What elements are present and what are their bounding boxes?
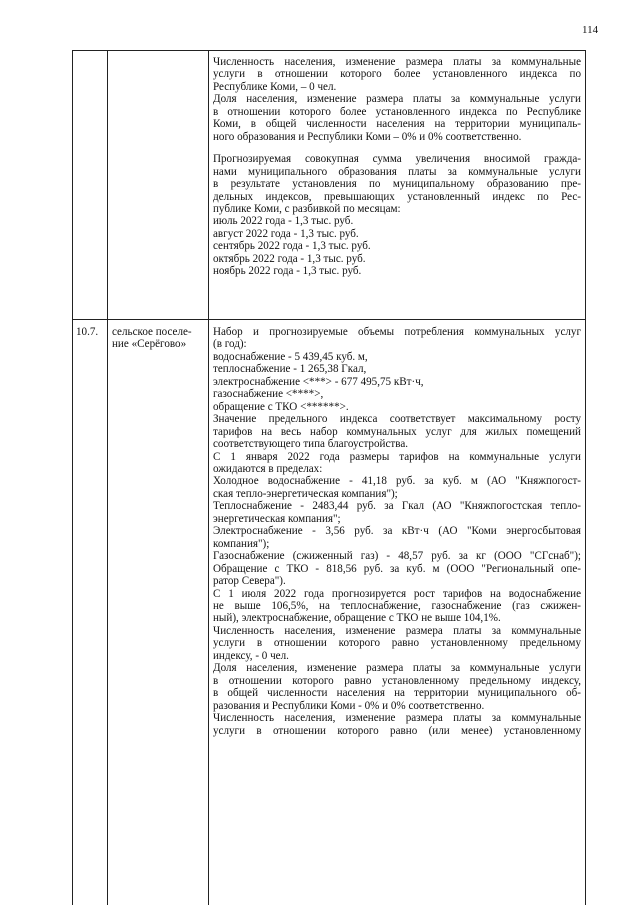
text-line: С 1 июля 2022 года прогнозируется рост тарифов на водоснабжение [213,587,581,600]
column-divider-2 [208,50,209,905]
text-line: Газоснабжение (сжиженный газ) - 48,57 руб. за кг (ООО "СГснаб"); [213,550,581,563]
municipality-name [112,326,207,351]
text-line: ратор Севера"). [213,575,286,588]
table-border-top [72,50,586,51]
text-line: Доля населения, изменение размера платы за коммунальные услуги [213,93,581,106]
text-line: Численность населения, изменение размера платы за коммунальные [213,624,581,637]
table-border-left [72,50,73,905]
text-line: водоснабжение - 5 439,45 куб. м, [213,350,368,363]
text-line: ный), электроснабжение, обращение с ТКО не выше 104,1%. [213,612,501,625]
text-line: дельных индексов, превышающих установленный индекс по Рес- [213,190,581,203]
text-line: индексу, - 0 чел. [213,649,289,662]
text-line: июль 2022 года - 1,3 тыс. руб. [213,215,354,228]
text-line: в отношении которого более установленного индекса по Республике [213,105,581,118]
text-line: (в год): [213,338,247,351]
row-main-text [213,326,581,737]
text-line: энергетическая компания"; [213,512,341,525]
text-line: Холодное водоснабжение - 41,18 руб. за куб. м (АО "Княжпогост- [213,475,581,488]
text-line: ноябрь 2022 года - 1,3 тыс. руб. [213,265,362,278]
text-line: Численность населения, изменение размера платы за коммунальные [213,712,581,725]
text-line: ожидаются в пределах: [213,462,323,475]
text-line: Обращение с ТКО - 818,56 руб. за куб. м (ООО "Региональный опе- [213,562,581,575]
text-line: Доля населения, изменение размера платы за коммунальные услуги [213,662,581,675]
text-line: нами муниципального образования платы за коммунальные услуги [213,165,581,178]
text-line: не выше 106,5%, на теплоснабжение, газоснабжение (газ сжижен- [213,599,581,612]
text-line: Коми, в общей численности населения на территории муниципаль- [213,118,581,131]
text-line: Электроснабжение - 3,56 руб. за кВт·ч (АО "Коми энергосбытовая [213,525,581,538]
table-border-right [585,50,586,905]
text-line: компания"); [213,537,270,550]
text-line: тарифов на весь набор коммунальных услуг для жилых помещений [213,425,581,438]
text-line: Прогнозируемая совокупная сумма увеличения вносимой гражда- [213,153,581,166]
text-line: услуги в отношении которого более установленного индекса по [213,68,581,81]
text-line: теплоснабжение - 1 265,38 Гкал, [213,363,367,376]
text-line: Республике Коми, – 0 чел. [213,80,337,93]
text-line: август 2022 года - 1,3 тыс. руб. [213,227,359,240]
text-line: ного образования и Республики Коми – 0% и 0% соответственно. [213,130,522,143]
paragraph-gap [213,143,581,153]
name-line: сельское поселе- [112,326,192,338]
text-line: ская тепло-энергетическая компания"); [213,487,398,500]
document-table [72,50,586,905]
text-line: С 1 января 2022 года размеры тарифов на коммунальные услуги [213,450,581,463]
text-line: Численность населения, изменение размера платы за коммунальные [213,56,581,68]
text-line: электроснабжение <***> - 677 495,75 кВт·ч, [213,375,424,388]
page-number: 114 [582,24,599,36]
row-divider [72,319,586,320]
text-line: газоснабжение <****>, [213,388,324,401]
text-line: октябрь 2022 года - 1,3 тыс. руб. [213,252,366,265]
text-line: публике Коми, с разбивкой по месяцам: [213,202,401,215]
text-line: в результате установления по муниципальному образованию пре- [213,178,581,191]
column-divider-1 [107,50,108,905]
text-line: сентябрь 2022 года - 1,3 тыс. руб. [213,240,371,253]
text-line: Теплоснабжение - 2483,44 руб. за Гкал (АО "Княжпогостская тепло- [213,500,581,513]
row-number: 10.7. [76,326,99,338]
text-line: в отношении которого равно установленному предельному индексу, [213,674,581,687]
text-line: Набор и прогнозируемые объемы потребления коммунальных услуг [213,326,581,338]
text-line: услуги в отношении которого равно установленному предельному [213,637,581,650]
text-line: услуги в отношении которого равно (или менее) установленному [213,724,581,737]
text-line: соответствующего типа благоустройства. [213,438,409,451]
text-line: обращение с ТКО <******>. [213,400,349,413]
text-line: Значение предельного индекса соответствует максимальному росту [213,413,581,426]
text-line: разования и Республики Коми - 0% и 0% соответственно. [213,699,485,712]
text-line: в общей численности населения на территории муниципального об- [213,687,581,700]
row-top-text [213,56,581,278]
name-line: ние «Серёгово» [112,338,187,351]
